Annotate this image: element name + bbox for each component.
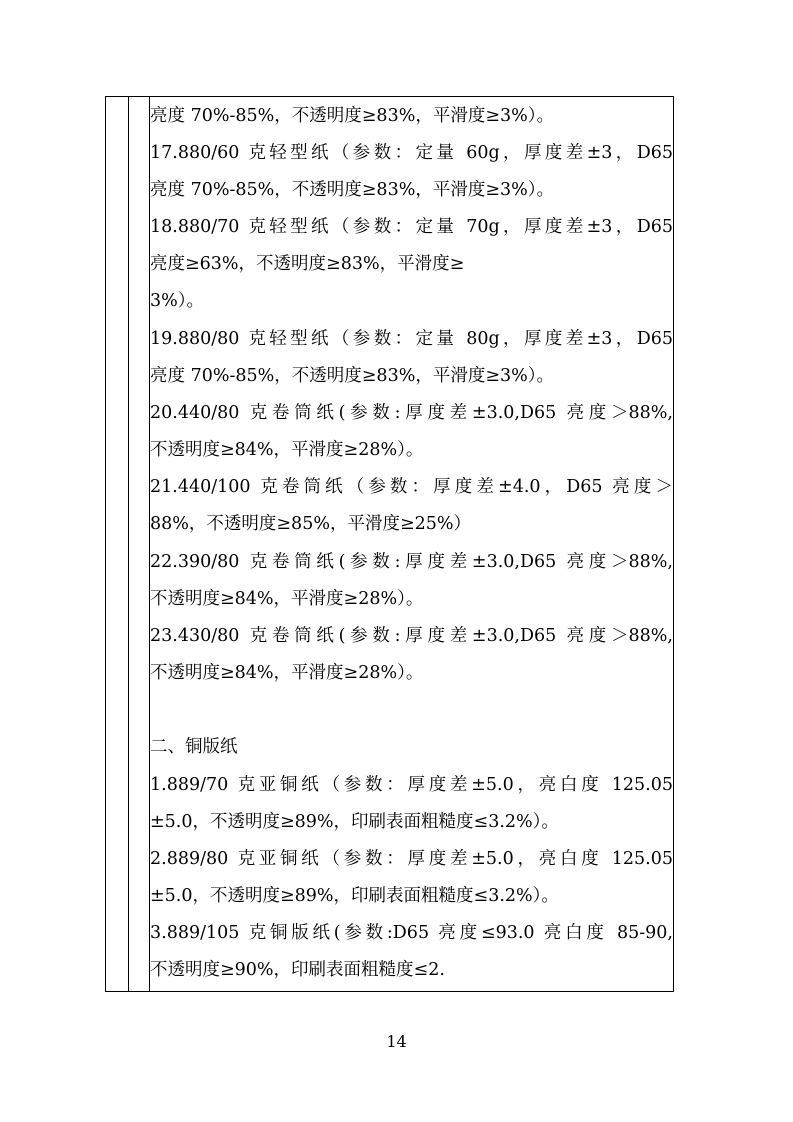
text-line: 88%，不透明度≥85%，平滑度≥25%） xyxy=(150,514,472,534)
text-line: 亮度 70%-85%，不透明度≥83%，平滑度≥3%）。 xyxy=(150,106,555,126)
text-line: 22.390/80 克卷筒纸(参数:厚度差±3.0,D65 亮度＞88%, xyxy=(150,552,673,572)
text-line: 19.880/80 克轻型纸（参数：定量 80g，厚度差±3，D65 xyxy=(150,329,673,349)
spec-table-content-cell xyxy=(150,97,673,991)
spec-table xyxy=(105,96,674,992)
text-line: 3%）。 xyxy=(150,291,205,311)
text-line: 3.889/105 克铜版纸(参数:D65 亮度≤93.0 亮白度 85-90, xyxy=(150,923,673,943)
text-line: 21.440/100 克卷筒纸（参数：厚度差±4.0，D65 亮度＞ xyxy=(150,477,673,497)
text-line: ±5.0，不透明度≥89%，印刷表面粗糙度≤3.2%）。 xyxy=(150,812,559,832)
blank-line xyxy=(150,692,673,729)
text-line: 20.440/80 克卷筒纸(参数:厚度差±3.0,D65 亮度＞88%, xyxy=(150,403,673,423)
text-line: 18.880/70 克轻型纸（参数：定量 70g，厚度差±3，D65 xyxy=(150,217,673,237)
text-line: 不透明度≥84%，平滑度≥28%）。 xyxy=(150,663,424,683)
text-line: 二、铜版纸 xyxy=(150,737,238,757)
page-number: 14 xyxy=(386,1032,407,1051)
text-line: ±5.0，不透明度≥89%，印刷表面粗糙度≤3.2%）。 xyxy=(150,886,559,906)
text-line: 不透明度≥90%，印刷表面粗糙度≤2. xyxy=(150,960,445,980)
text-line: 23.430/80 克卷筒纸(参数:厚度差±3.0,D65 亮度＞88%, xyxy=(150,626,673,646)
text-line: 1.889/70 克亚铜纸（参数：厚度差±5.0，亮白度 125.05 xyxy=(150,775,673,795)
text-line: 2.889/80 克亚铜纸（参数：厚度差±5.0，亮白度 125.05 xyxy=(150,849,673,869)
text-line: 17.880/60 克轻型纸（参数：定量 60g，厚度差±3，D65 xyxy=(150,143,673,163)
text-line: 亮度 70%-85%，不透明度≥83%，平滑度≥3%）。 xyxy=(150,366,555,386)
table-column-divider-1 xyxy=(128,97,129,991)
text-line: 不透明度≥84%，平滑度≥28%）。 xyxy=(150,589,424,609)
text-line: 亮度 70%-85%，不透明度≥83%，平滑度≥3%）。 xyxy=(150,180,555,200)
text-line: 亮度≥63%，不透明度≥83%，平滑度≥ xyxy=(150,254,465,274)
text-line: 不透明度≥84%，平滑度≥28%）。 xyxy=(150,440,424,460)
